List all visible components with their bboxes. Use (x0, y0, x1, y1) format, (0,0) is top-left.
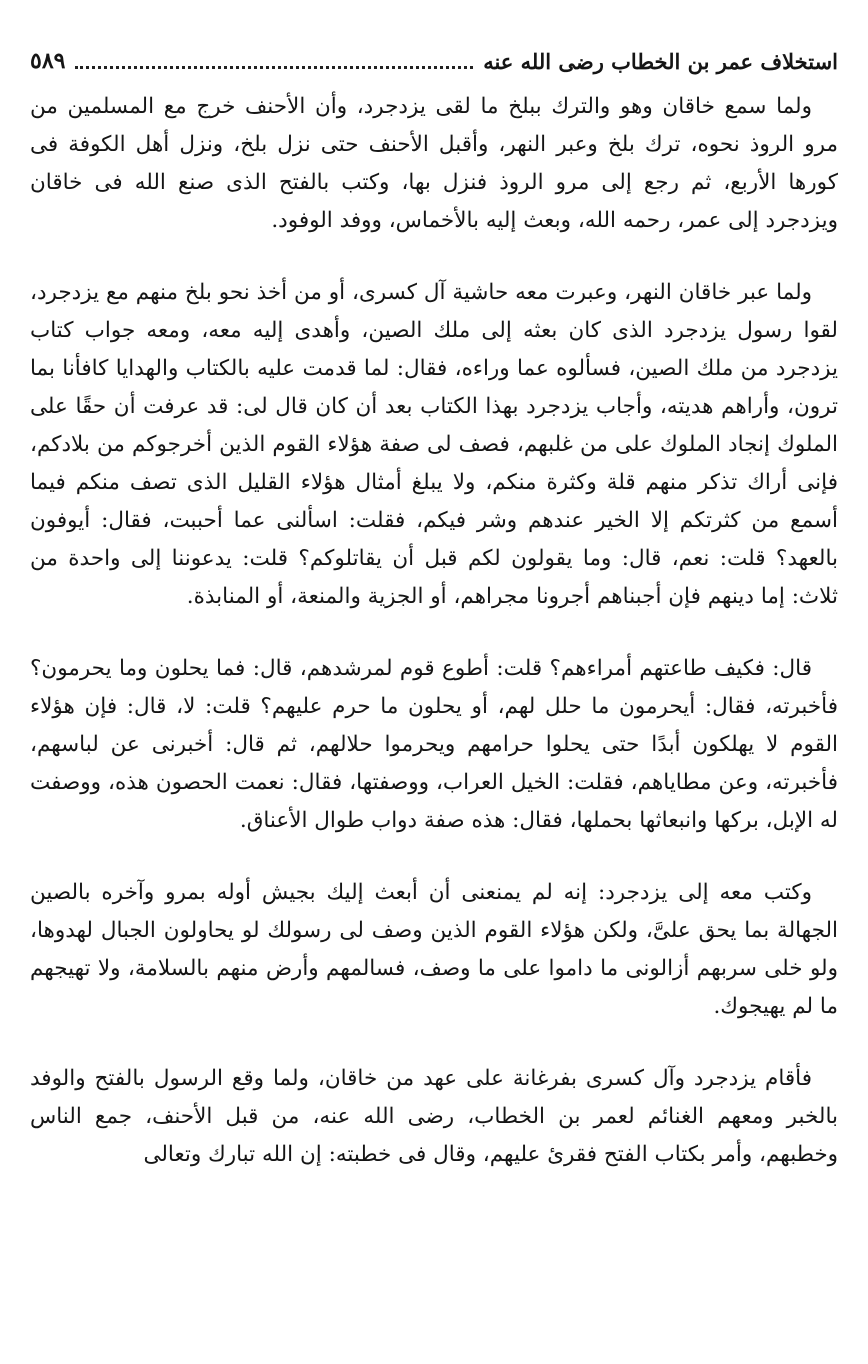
paragraph-1: ولما سمع خاقان وهو والترك ببلخ ما لقى يزدجرد، وأن الأحنف خرج مع المسلمين من مرو الروذ نحوه، ترك بلخ وعبر النهر، وأقبل الأحنف حتى نزل بلخ، ونزل أهل الكوفة فى كورها الأربع، ثم رجع إلى مرو الروذ فنزل بها، وكتب بالفتح الذى صنع الله فى خاقان ويزدجرد إلى عمر، رحمه الله، وبعث إليه بالأخماس، ووفد الوفود. (30, 94, 838, 233)
page-body (30, 88, 838, 1174)
chapter-title: استخلاف عمر بن الخطاب رضى الله عنه (483, 48, 838, 74)
dot-leader (75, 66, 473, 69)
running-header (30, 40, 838, 82)
paragraph-5: فأقام يزدجرد وآل كسرى بفرغانة على عهد من خاقان، ولما وقع الرسول بالفتح والوفد بالخبر ومعهم الغنائم لعمر بن الخطاب، رضى الله عنه، من قبل الأحنف، جمع الناس وخطبهم، وأمر بكتاب الفتح فقرئ عليهم، وقال فى خطبته: إن الله تبارك وتعالى (30, 1066, 838, 1167)
paragraph-4: وكتب معه إلى يزدجرد: إنه لم يمنعنى أن أبعث إليك بجيش أوله بمرو وآخره بالصين الجهالة بما يحق علىَّ، ولكن هؤلاء القوم الذين وصف لى رسولك لو يحاولون الجبال لهدوها، ولو خلى سربهم أزالونى ما داموا على ما وصف، فسالمهم وأرض منهم بالسلامة، ولا تهيجهم ما لم يهيجوك. (30, 880, 838, 1019)
paragraph-3: قال: فكيف طاعتهم أمراءهم؟ قلت: أطوع قوم لمرشدهم، قال: فما يحلون وما يحرمون؟ فأخبرته، فقال: أيحرمون ما حلل لهم، أو يحلون ما حرم عليهم؟ قلت: لا، قال: فإن هؤلاء القوم لا يهلكون أبدًا حتى يحلوا حرامهم ويحرموا حلالهم، ثم قال: أخبرنى عن لباسهم، فأخبرته، وعن مطاياهم، فقلت: الخيل العراب، ووصفتها، فقال: نعمت الحصون هذه، ووصفت له الإبل، بركها وانبعاثها بحملها، فقال: هذه صفة دواب طوال الأعناق. (30, 656, 838, 833)
paragraph-2: ولما عبر خاقان النهر، وعبرت معه حاشية آل كسرى، أو من أخذ نحو بلخ منهم مع يزدجرد، لقوا رسول يزدجرد الذى كان بعثه إلى ملك الصين، وأهدى إليه معه، ومعه جواب كتاب يزدجرد من ملك الصين، فسألوه عما وراءه، فقال: لما قدمت عليه بالكتاب والهدايا كافأنا بما ترون، وأراهم هديته، وأجاب يزدجرد بهذا الكتاب بعد أن كان قال لى: قد عرفت أن حقًا على الملوك إنجاد الملوك على من غلبهم، فصف لى صفة هؤلاء القوم الذين أخرجوكم من بلادكم، فإنى أراك تذكر منهم قلة وكثرة منكم، ولا يبلغ أمثال هؤلاء القليل الذى تصف منكم فيما أسمع من كثرتكم إلا الخير عندهم وشر فيكم، فقلت: اسألنى عما أحببت، فقال: أيوفون بالعهد؟ قلت: نعم، قال: وما يقولون لكم قبل أن يقاتلوكم؟ قلت: يدعوننا إلى واحدة من ثلاث: إما دينهم فإن أجبناهم أجرونا مجراهم، أو الجزية والمنعة، أو المنابذة. (30, 280, 838, 609)
page-number: ٥٨٩ (30, 48, 66, 74)
